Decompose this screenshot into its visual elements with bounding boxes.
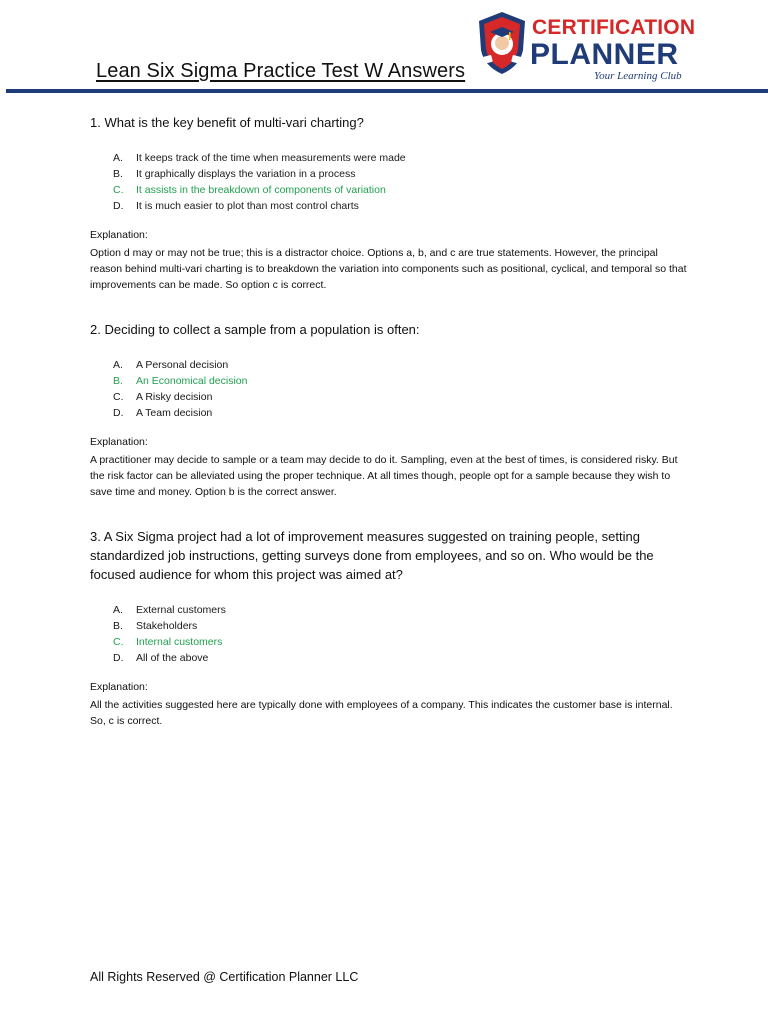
document-title: Lean Six Sigma Practice Test W Answers <box>96 60 466 82</box>
question-1-explanation-label: Explanation: <box>90 229 148 241</box>
page-footer: All Rights Reserved @ Certification Planner LLC <box>90 970 359 984</box>
shield-mascot-icon <box>476 10 528 76</box>
page-header <box>0 0 768 92</box>
certification-planner-logo <box>474 8 696 86</box>
logo-text-certification: CERTIFICATION <box>532 16 696 39</box>
question-3-explanation: All the activities suggested here are typically done with employees of a company. This indicates the customer base is internal. So, c is correct. <box>90 699 673 727</box>
logo-text-planner: PLANNER <box>530 38 679 71</box>
option-c: C. It assists in the breakdown of components of variation <box>113 184 386 196</box>
logo-tagline: Your Learning Club <box>594 70 682 82</box>
question-1-text: 1. What is the key benefit of multi-vari charting? <box>90 115 364 130</box>
option-a: A. External customers <box>113 604 226 616</box>
option-d: D. All of the above <box>113 652 209 664</box>
question-3-text: 3. A Six Sigma project had a lot of improvement measures suggested on training people, setting standardized job instructions, getting surveys done from employees, and so on. Who would be the focused audience for whom this project was aimed at? <box>90 529 654 582</box>
question-1-options <box>113 150 406 214</box>
option-d: D. It is much easier to plot than most control charts <box>113 200 359 212</box>
question-2-explanation: A practitioner may decide to sample or a team may decide to do it. Sampling, even at the best of times, is considered risky. But the risk factor can be alleviated using the proper technique. At all times though, people opt for a sample because they wish to save time and money. Option b is the correct answer. <box>90 454 678 498</box>
question-1-explanation: Option d may or may not be true; this is a distractor choice. Options a, b, and c are true statements. However, the principal reason behind multi-vari charting is to breakdown the variation into components such as positional, cyclical, and temporal so that improvements can be made. So option c is correct. <box>90 247 687 291</box>
option-a: A. A Personal decision <box>113 359 229 371</box>
option-b: B. Stakeholders <box>113 620 198 632</box>
question-3-options <box>113 602 226 666</box>
option-c: C. Internal customers <box>113 636 223 648</box>
question-2-text: 2. Deciding to collect a sample from a population is often: <box>90 322 420 337</box>
option-d: D. A Team decision <box>113 407 213 419</box>
option-c: C. A Risky decision <box>113 391 213 403</box>
option-a: A. It keeps track of the time when measurements were made <box>113 152 406 164</box>
question-2-options <box>113 357 247 421</box>
header-divider <box>6 89 768 93</box>
option-b: B. An Economical decision <box>113 375 248 387</box>
question-2-explanation-label: Explanation: <box>90 436 148 448</box>
question-3-explanation-label: Explanation: <box>90 681 148 693</box>
option-b: B. It graphically displays the variation in a process <box>113 168 356 180</box>
